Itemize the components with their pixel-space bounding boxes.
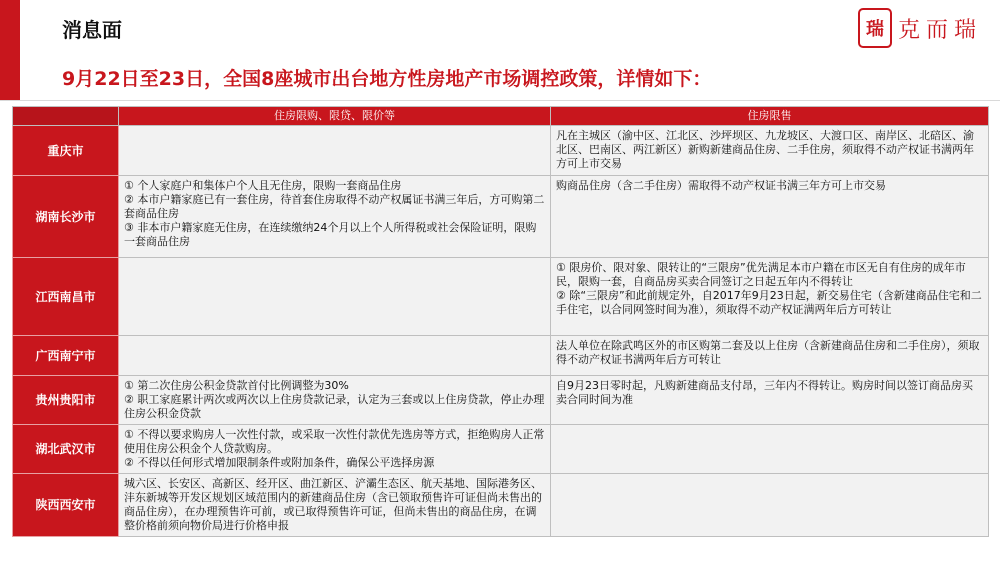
brand-logo — [858, 8, 982, 48]
table-row — [13, 336, 989, 376]
table-header-row — [13, 107, 989, 126]
table-row — [13, 258, 989, 336]
brand-name: 克而瑞 — [898, 17, 983, 43]
policy-item: 凡在主城区（渝中区、江北区、沙坪坝区、九龙坡区、大渡口区、南岸区、北碚区、渝北区、巴南区、两江新区）新购新建商品住房、二手住房，须取得不动产权证书满两年方可上市交易 — [556, 129, 974, 170]
header-accent-bar — [0, 0, 20, 100]
purchase-policy-cell — [119, 176, 551, 258]
city-name: 湖南长沙市 — [13, 176, 119, 258]
policy-item: ③ 非本市户籍家庭无住房，在连续缴纳24个月以上个人所得税或社会保险证明，限购一套商品住房 — [124, 221, 537, 248]
city-name: 江西南昌市 — [13, 258, 119, 336]
sale-policy-cell — [551, 126, 989, 176]
purchase-policy-cell — [119, 126, 551, 176]
column-header-sale: 住房限售 — [551, 107, 989, 126]
policy-item: ② 除“三限房”和此前规定外，自2017年9月23日起，新交易住宅（含新建商品住宅和二手住宅，以合同网签时间为准），须取得不动产权证满两年后方可转让 — [556, 289, 982, 316]
policy-item: ① 限房价、限对象、限转让的“三限房”优先满足本市户籍在市区无自有住房的成年市民，限购一套，自商品房买卖合同签订之日起五年内不得转让 — [556, 261, 966, 288]
policy-table — [12, 106, 989, 537]
city-name: 陕西西安市 — [13, 474, 119, 537]
divider — [0, 100, 1000, 101]
policy-item: 法人单位在除武鸣区外的市区购第二套及以上住房（含新建商品住房和二手住房），须取得不动产权证书满两年后方可转让 — [556, 339, 980, 366]
table-row — [13, 126, 989, 176]
logo-seal-icon: 瑞 — [858, 8, 892, 48]
policy-item: ① 个人家庭户和集体户个人且无住房，限购一套商品住房 — [124, 179, 402, 192]
sale-policy-cell — [551, 336, 989, 376]
sale-policy-cell — [551, 425, 989, 474]
purchase-policy-cell — [119, 474, 551, 537]
column-header-purchase: 住房限购、限贷、限价等 — [119, 107, 551, 126]
table-row — [13, 376, 989, 425]
policy-item: 城六区、长安区、高新区、经开区、曲江新区、浐灞生态区、航天基地、国际港务区、沣东新城等开发区规划区域范围内的新建商品住房（含已领取预售许可证但尚未售出的商品住房），在办理预售许可前，或已取得预售许可证，但尚未售出的商品住房，在调整价格前须向物价局进行价格申报 — [124, 477, 542, 532]
purchase-policy-cell — [119, 258, 551, 336]
purchase-policy-cell — [119, 336, 551, 376]
sale-policy-cell — [551, 474, 989, 537]
purchase-policy-cell — [119, 425, 551, 474]
sale-policy-cell — [551, 176, 989, 258]
column-header-city — [13, 107, 119, 126]
city-name: 湖北武汉市 — [13, 425, 119, 474]
table-row — [13, 425, 989, 474]
city-name: 重庆市 — [13, 126, 119, 176]
city-name: 广西南宁市 — [13, 336, 119, 376]
table-row — [13, 176, 989, 258]
city-name: 贵州贵阳市 — [13, 376, 119, 425]
policy-item: ② 不得以任何形式增加限制条件或附加条件，确保公平选择房源 — [124, 456, 435, 469]
table-row — [13, 474, 989, 537]
policy-item: ② 本市户籍家庭已有一套住房，待首套住房取得不动产权属证书满三年后，方可购第二套商品住房 — [124, 193, 545, 220]
subtitle: 9月22日至23日，全国8座城市出台地方性房地产市场调控政策，详情如下： — [62, 68, 712, 90]
policy-item: 自9月23日零时起，凡购新建商品支付昂，三年内不得转让。购房时间以签订商品房买卖合同时间为准 — [556, 379, 973, 406]
sale-policy-cell — [551, 376, 989, 425]
sale-policy-cell — [551, 258, 989, 336]
policy-item: 购商品住房（含二手住房）需取得不动产权证书满三年方可上市交易 — [556, 179, 886, 192]
policy-item: ① 不得以要求购房人一次性付款，或采取一次性付款优先选房等方式，拒绝购房人正常使用住房公积金个人贷款购房。 — [124, 428, 545, 455]
purchase-policy-cell — [119, 376, 551, 425]
policy-item: ② 职工家庭累计两次或两次以上住房贷款记录，认定为三套或以上住房贷款，停止办理住房公积金贷款 — [124, 393, 545, 420]
policy-item: ① 第二次住房公积金贷款首付比例调整为30% — [124, 379, 349, 392]
page-title: 消息面 — [62, 18, 122, 42]
